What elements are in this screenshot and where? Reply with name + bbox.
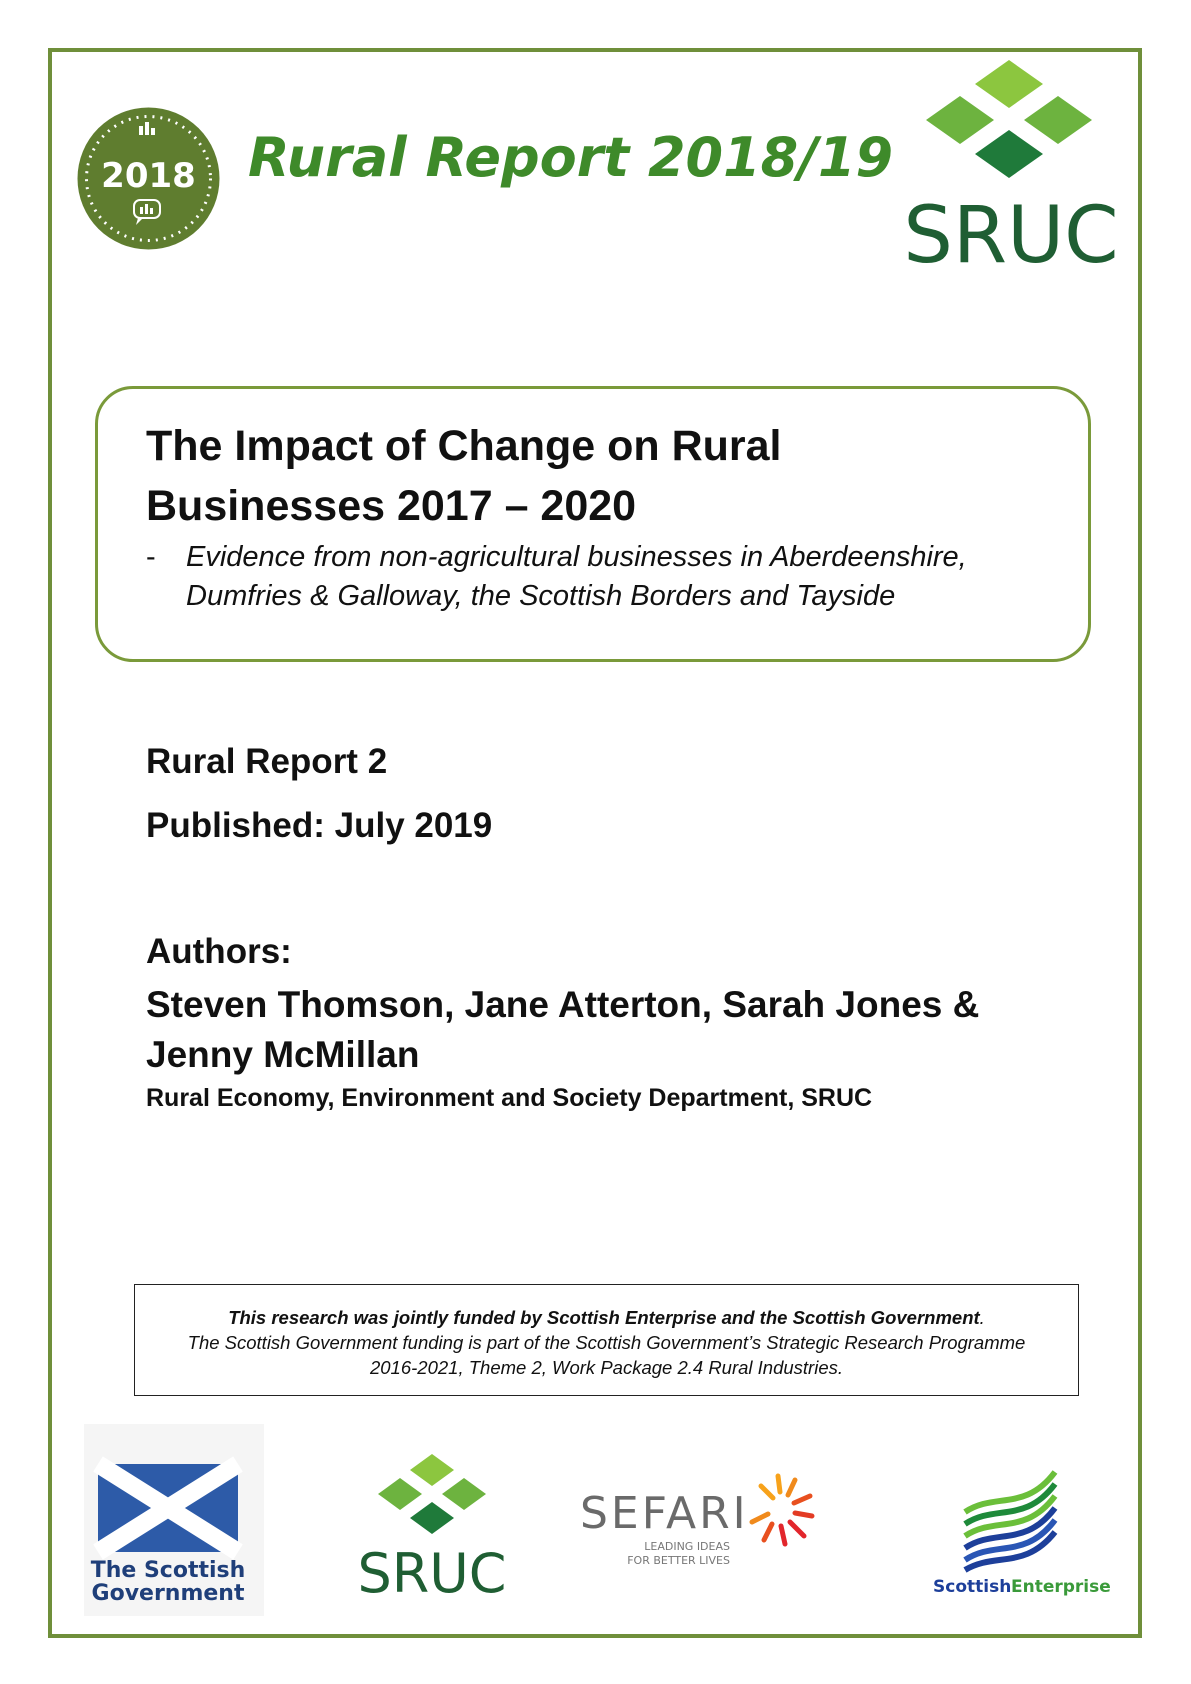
funding-statement bbox=[134, 1284, 1079, 1396]
report-number: Rural Report 2 bbox=[146, 742, 388, 781]
authors-label: Authors: bbox=[146, 932, 292, 971]
sefari-logo bbox=[580, 1470, 850, 1580]
sruc-footer-text: SRUC bbox=[357, 1542, 507, 1598]
funding-line-1-end: . bbox=[979, 1307, 985, 1328]
sefari-burst-icon bbox=[752, 1476, 812, 1544]
subtitle-line-2: Dumfries & Galloway, the Scottish Borders and Tayside bbox=[186, 580, 896, 612]
report-series-title: Rural Report 2018/19 bbox=[248, 126, 894, 189]
badge-year: 2018 bbox=[101, 156, 196, 196]
scottish-enterprise-logo bbox=[925, 1452, 1115, 1602]
sruc-logo bbox=[893, 58, 1125, 290]
funding-line-3: 2016-2021, Theme 2, Work Package 2.4 Rural Industries. bbox=[369, 1357, 844, 1378]
subtitle-line-1: Evidence from non-agricultural businesses in Aberdeenshire, bbox=[186, 541, 967, 573]
sefari-tagline-1: LEADING IDEAS bbox=[644, 1540, 730, 1553]
authors-line-1: Steven Thomson, Jane Atterton, Sarah Jones & bbox=[146, 984, 980, 1025]
title-line-1: The Impact of Change on Rural bbox=[146, 422, 782, 470]
rural-report-badge-icon bbox=[76, 106, 221, 251]
funding-line-2a: The Scottish Government funding is part of bbox=[187, 1332, 545, 1353]
published-date: Published: July 2019 bbox=[146, 806, 493, 845]
sefari-wordmark: SEFARI bbox=[580, 1488, 749, 1539]
sruc-footer-logo bbox=[356, 1450, 508, 1598]
se-word-scottish: Scottish bbox=[933, 1577, 1012, 1597]
sruc-logo-text: SRUC bbox=[903, 191, 1119, 281]
authors-list bbox=[146, 980, 1086, 1080]
se-word-enterprise: Enterprise bbox=[1011, 1577, 1111, 1597]
subtitle-dash: - bbox=[146, 541, 156, 573]
authors-line-2: Jenny McMillan bbox=[146, 1034, 420, 1075]
document-title bbox=[146, 416, 1066, 536]
scotgov-line-1: The Scottish bbox=[90, 1558, 246, 1583]
document-subtitle bbox=[146, 538, 1076, 616]
scottish-government-logo bbox=[84, 1424, 264, 1616]
funding-line-2b: the Scottish Government’s Strategic Research Programme bbox=[544, 1332, 1026, 1353]
title-line-2: Businesses 2017 – 2020 bbox=[146, 482, 637, 530]
sefari-tagline-2: FOR BETTER LIVES bbox=[627, 1554, 730, 1567]
funding-line-1: This research was jointly funded by Scottish Enterprise and the Scottish Government bbox=[228, 1307, 980, 1328]
department: Rural Economy, Environment and Society Department, SRUC bbox=[146, 1084, 873, 1112]
scotgov-line-2: Government bbox=[91, 1581, 245, 1606]
